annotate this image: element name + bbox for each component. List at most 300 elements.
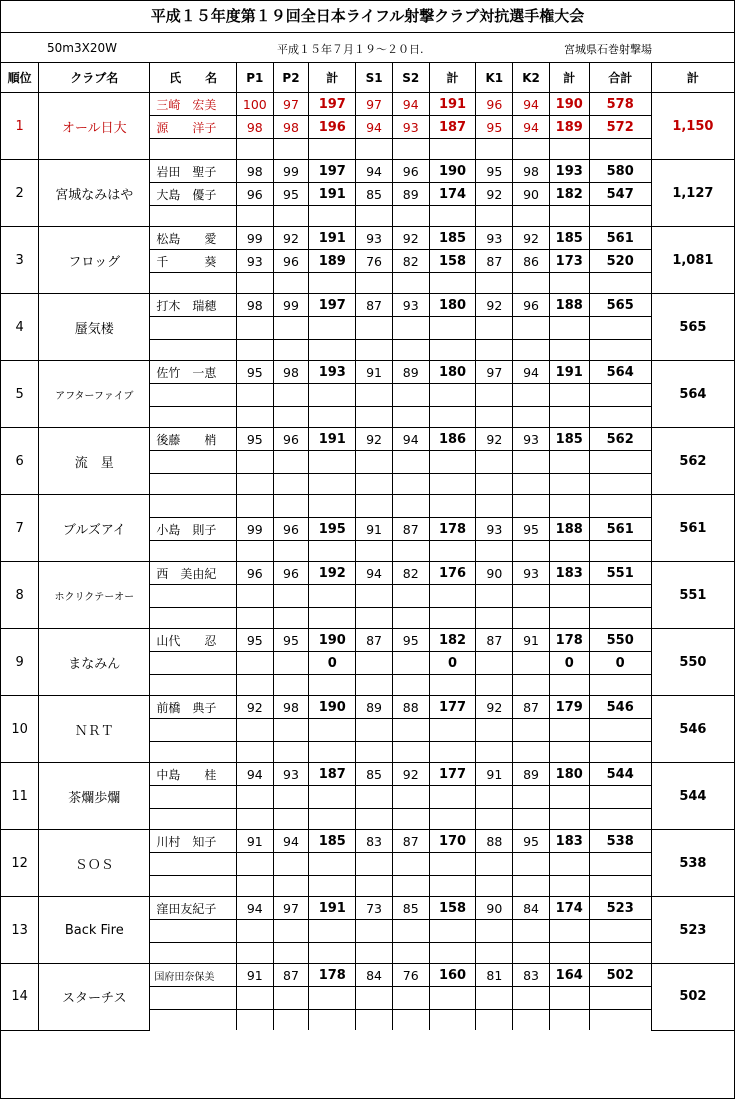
p-subtotal: 195 bbox=[309, 518, 356, 541]
s1-score: 87 bbox=[356, 294, 393, 317]
k2-score: 86 bbox=[513, 250, 550, 273]
shooter-name bbox=[150, 987, 237, 1010]
shooter-name bbox=[150, 742, 237, 763]
total-score: 546 bbox=[589, 696, 651, 719]
p1-score: 94 bbox=[236, 897, 273, 920]
k2-score: 84 bbox=[513, 897, 550, 920]
team-total: 550 bbox=[651, 629, 734, 696]
p1-score bbox=[236, 920, 273, 943]
p2-score: 95 bbox=[273, 629, 309, 652]
event-dates: 平成１５年７月１９～２０日. bbox=[277, 43, 424, 56]
k-subtotal: 190 bbox=[549, 93, 589, 116]
k-subtotal bbox=[549, 585, 589, 608]
p1-score bbox=[236, 608, 273, 629]
team-total: 544 bbox=[651, 763, 734, 830]
p-subtotal: 185 bbox=[309, 830, 356, 853]
k1-score bbox=[476, 876, 513, 897]
shooter-name: 佐竹 一恵 bbox=[150, 361, 237, 384]
table-row bbox=[1, 93, 734, 116]
event-venue: 宮城県石巻射撃場 bbox=[564, 43, 652, 56]
table-row bbox=[1, 361, 734, 384]
total-score: 502 bbox=[589, 964, 651, 987]
team-total: 551 bbox=[651, 562, 734, 629]
s-subtotal: 187 bbox=[429, 116, 476, 139]
p1-score: 94 bbox=[236, 763, 273, 786]
k1-score: 87 bbox=[476, 250, 513, 273]
total-score bbox=[589, 920, 651, 943]
p1-score bbox=[236, 495, 273, 518]
p2-score bbox=[273, 139, 309, 160]
shooter-name: 松島 愛 bbox=[150, 227, 237, 250]
shooter-name: 山代 忍 bbox=[150, 629, 237, 652]
s-subtotal bbox=[429, 317, 476, 340]
total-score: 562 bbox=[589, 428, 651, 451]
s-subtotal bbox=[429, 809, 476, 830]
header-k-sum: 計 bbox=[549, 63, 589, 93]
total-score bbox=[589, 809, 651, 830]
k-subtotal: 188 bbox=[549, 294, 589, 317]
p2-score: 94 bbox=[273, 830, 309, 853]
s1-score bbox=[356, 451, 393, 474]
k-subtotal: 193 bbox=[549, 160, 589, 183]
shooter-name: 中島 桂 bbox=[150, 763, 237, 786]
header-name: 氏 名 bbox=[150, 63, 237, 93]
shooter-name: 小島 則子 bbox=[150, 518, 237, 541]
k2-score bbox=[513, 742, 550, 763]
table-row bbox=[1, 495, 734, 518]
shooter-name bbox=[150, 943, 237, 964]
table-row bbox=[1, 428, 734, 451]
p2-score bbox=[273, 495, 309, 518]
shooter-name: 西 美由紀 bbox=[150, 562, 237, 585]
header-p1: P1 bbox=[236, 63, 273, 93]
k1-score: 93 bbox=[476, 227, 513, 250]
team-total: 1,081 bbox=[651, 227, 734, 294]
header-rank: 順位 bbox=[1, 63, 39, 93]
k1-score bbox=[476, 920, 513, 943]
s1-score bbox=[356, 786, 393, 809]
k-subtotal: 185 bbox=[549, 428, 589, 451]
k-subtotal bbox=[549, 742, 589, 763]
p2-score: 96 bbox=[273, 518, 309, 541]
s1-score: 91 bbox=[356, 518, 393, 541]
s1-score: 93 bbox=[356, 227, 393, 250]
shooter-name bbox=[150, 920, 237, 943]
s-subtotal bbox=[429, 987, 476, 1010]
p2-score bbox=[273, 652, 309, 675]
team-rank: 1 bbox=[1, 93, 39, 160]
s-subtotal: 185 bbox=[429, 227, 476, 250]
s2-score bbox=[392, 943, 429, 964]
k1-score bbox=[476, 853, 513, 876]
total-score bbox=[589, 608, 651, 629]
total-score: 561 bbox=[589, 227, 651, 250]
s-subtotal: 191 bbox=[429, 93, 476, 116]
total-score: 550 bbox=[589, 629, 651, 652]
k-subtotal: 183 bbox=[549, 830, 589, 853]
s2-score bbox=[392, 317, 429, 340]
total-score bbox=[589, 719, 651, 742]
shooter-name: 岩田 聖子 bbox=[150, 160, 237, 183]
s2-score: 88 bbox=[392, 696, 429, 719]
team-total: 562 bbox=[651, 428, 734, 495]
s2-score bbox=[392, 139, 429, 160]
k-subtotal: 0 bbox=[549, 652, 589, 675]
team-total: 523 bbox=[651, 897, 734, 964]
s-subtotal bbox=[429, 139, 476, 160]
s-subtotal bbox=[429, 585, 476, 608]
p2-score bbox=[273, 585, 309, 608]
p1-score bbox=[236, 407, 273, 428]
s1-score: 94 bbox=[356, 116, 393, 139]
p1-score bbox=[236, 853, 273, 876]
shooter-name: 千 葵 bbox=[150, 250, 237, 273]
event-name: 50m3X20W bbox=[47, 41, 117, 55]
club-name: 蜃気楼 bbox=[39, 294, 150, 361]
shooter-name bbox=[150, 451, 237, 474]
s2-score: 85 bbox=[392, 897, 429, 920]
k-subtotal: 188 bbox=[549, 518, 589, 541]
s1-score: 84 bbox=[356, 964, 393, 987]
p2-score bbox=[273, 853, 309, 876]
k2-score: 93 bbox=[513, 428, 550, 451]
p2-score bbox=[273, 786, 309, 809]
p-subtotal bbox=[309, 317, 356, 340]
header-club: クラブ名 bbox=[39, 63, 150, 93]
p-subtotal bbox=[309, 809, 356, 830]
s-subtotal bbox=[429, 742, 476, 763]
total-score bbox=[589, 139, 651, 160]
header-k2: K2 bbox=[513, 63, 550, 93]
page-title: 平成１５年度第１９回全日本ライフル射撃クラブ対抗選手権大会 bbox=[1, 1, 734, 33]
s-subtotal bbox=[429, 719, 476, 742]
s-subtotal: 186 bbox=[429, 428, 476, 451]
p1-score: 100 bbox=[236, 93, 273, 116]
shooter-name bbox=[150, 585, 237, 608]
s2-score bbox=[392, 585, 429, 608]
p1-score: 96 bbox=[236, 562, 273, 585]
p2-score bbox=[273, 206, 309, 227]
k-subtotal: 180 bbox=[549, 763, 589, 786]
k-subtotal bbox=[549, 1010, 589, 1031]
k2-score bbox=[513, 608, 550, 629]
shooter-name: 窪田友紀子 bbox=[150, 897, 237, 920]
p-subtotal: 197 bbox=[309, 160, 356, 183]
team-total: 564 bbox=[651, 361, 734, 428]
s1-score bbox=[356, 474, 393, 495]
club-name: ブルズアイ bbox=[39, 495, 150, 562]
shooter-name bbox=[150, 407, 237, 428]
s1-score bbox=[356, 652, 393, 675]
p1-score bbox=[236, 384, 273, 407]
s2-score: 82 bbox=[392, 250, 429, 273]
s1-score: 94 bbox=[356, 160, 393, 183]
table-row bbox=[1, 160, 734, 183]
shooter-name bbox=[150, 608, 237, 629]
p1-score: 93 bbox=[236, 250, 273, 273]
k2-score bbox=[513, 876, 550, 897]
k2-score bbox=[513, 206, 550, 227]
s-subtotal: 158 bbox=[429, 250, 476, 273]
s1-score bbox=[356, 987, 393, 1010]
k-subtotal bbox=[549, 675, 589, 696]
p-subtotal bbox=[309, 340, 356, 361]
k2-score: 94 bbox=[513, 93, 550, 116]
table-row bbox=[1, 897, 734, 920]
s-subtotal bbox=[429, 853, 476, 876]
p-subtotal bbox=[309, 876, 356, 897]
k2-score bbox=[513, 495, 550, 518]
s1-score bbox=[356, 317, 393, 340]
total-score bbox=[589, 987, 651, 1010]
s1-score bbox=[356, 809, 393, 830]
total-score: 547 bbox=[589, 183, 651, 206]
s-subtotal bbox=[429, 675, 476, 696]
k2-score bbox=[513, 652, 550, 675]
k-subtotal bbox=[549, 809, 589, 830]
p2-score bbox=[273, 474, 309, 495]
club-name: 流 星 bbox=[39, 428, 150, 495]
k-subtotal bbox=[549, 495, 589, 518]
total-score bbox=[589, 1010, 651, 1031]
p1-score: 98 bbox=[236, 116, 273, 139]
p2-score bbox=[273, 719, 309, 742]
team-total: 538 bbox=[651, 830, 734, 897]
k1-score bbox=[476, 675, 513, 696]
shooter-name bbox=[150, 273, 237, 294]
s1-score: 85 bbox=[356, 183, 393, 206]
s1-score: 92 bbox=[356, 428, 393, 451]
table-row bbox=[1, 629, 734, 652]
shooter-name: 大島 優子 bbox=[150, 183, 237, 206]
total-score bbox=[589, 451, 651, 474]
shooter-name bbox=[150, 384, 237, 407]
team-total: 561 bbox=[651, 495, 734, 562]
k2-score bbox=[513, 273, 550, 294]
k1-score: 96 bbox=[476, 93, 513, 116]
k1-score: 92 bbox=[476, 696, 513, 719]
total-score bbox=[589, 853, 651, 876]
shooter-name: 三崎 宏美 bbox=[150, 93, 237, 116]
k-subtotal bbox=[549, 541, 589, 562]
k2-score bbox=[513, 451, 550, 474]
s2-score: 94 bbox=[392, 428, 429, 451]
p2-score bbox=[273, 317, 309, 340]
total-score: 561 bbox=[589, 518, 651, 541]
s2-score bbox=[392, 786, 429, 809]
header-row bbox=[1, 63, 734, 93]
s-subtotal bbox=[429, 495, 476, 518]
s1-score bbox=[356, 1010, 393, 1031]
k1-score: 87 bbox=[476, 629, 513, 652]
shooter-name bbox=[150, 474, 237, 495]
p-subtotal: 191 bbox=[309, 183, 356, 206]
s-subtotal: 177 bbox=[429, 763, 476, 786]
k1-score: 91 bbox=[476, 763, 513, 786]
p-subtotal bbox=[309, 719, 356, 742]
p1-score bbox=[236, 1010, 273, 1031]
p2-score bbox=[273, 920, 309, 943]
table-row bbox=[1, 696, 734, 719]
s2-score: 87 bbox=[392, 830, 429, 853]
table-row bbox=[1, 562, 734, 585]
k1-score bbox=[476, 384, 513, 407]
k-subtotal bbox=[549, 474, 589, 495]
club-name: ＮＲＴ bbox=[39, 696, 150, 763]
header-s-sum: 計 bbox=[429, 63, 476, 93]
p2-score bbox=[273, 407, 309, 428]
s-subtotal bbox=[429, 608, 476, 629]
s-subtotal: 180 bbox=[429, 294, 476, 317]
s2-score bbox=[392, 384, 429, 407]
shooter-name: 源 洋子 bbox=[150, 116, 237, 139]
s2-score: 96 bbox=[392, 160, 429, 183]
team-rank: 13 bbox=[1, 897, 39, 964]
k2-score bbox=[513, 719, 550, 742]
p-subtotal bbox=[309, 608, 356, 629]
k-subtotal bbox=[549, 608, 589, 629]
k-subtotal bbox=[549, 451, 589, 474]
shooter-name: 打木 瑞穂 bbox=[150, 294, 237, 317]
total-score: 0 bbox=[589, 652, 651, 675]
team-rank: 5 bbox=[1, 361, 39, 428]
s2-score: 76 bbox=[392, 964, 429, 987]
s-subtotal: 170 bbox=[429, 830, 476, 853]
k-subtotal: 174 bbox=[549, 897, 589, 920]
s2-score: 94 bbox=[392, 93, 429, 116]
team-rank: 8 bbox=[1, 562, 39, 629]
k-subtotal: 189 bbox=[549, 116, 589, 139]
k-subtotal bbox=[549, 273, 589, 294]
p2-score bbox=[273, 273, 309, 294]
shooter-name bbox=[150, 853, 237, 876]
results-body bbox=[1, 93, 734, 1031]
p-subtotal bbox=[309, 384, 356, 407]
k-subtotal: 164 bbox=[549, 964, 589, 987]
team-rank: 12 bbox=[1, 830, 39, 897]
total-score bbox=[589, 317, 651, 340]
s2-score bbox=[392, 340, 429, 361]
p2-score bbox=[273, 451, 309, 474]
table-row bbox=[1, 294, 734, 317]
team-total: 1,127 bbox=[651, 160, 734, 227]
shooter-name bbox=[150, 340, 237, 361]
p-subtotal: 191 bbox=[309, 897, 356, 920]
p2-score: 99 bbox=[273, 294, 309, 317]
header-s2: S2 bbox=[392, 63, 429, 93]
s1-score bbox=[356, 495, 393, 518]
k-subtotal bbox=[549, 317, 589, 340]
k1-score: 93 bbox=[476, 518, 513, 541]
k1-score bbox=[476, 652, 513, 675]
s2-score bbox=[392, 1010, 429, 1031]
shooter-name bbox=[150, 139, 237, 160]
p2-score bbox=[273, 876, 309, 897]
s2-score bbox=[392, 742, 429, 763]
team-total: 1,150 bbox=[651, 93, 734, 160]
p-subtotal: 191 bbox=[309, 227, 356, 250]
total-score: 565 bbox=[589, 294, 651, 317]
p-subtotal bbox=[309, 1010, 356, 1031]
k2-score bbox=[513, 853, 550, 876]
s2-score: 93 bbox=[392, 294, 429, 317]
p-subtotal bbox=[309, 474, 356, 495]
k2-score: 95 bbox=[513, 518, 550, 541]
s1-score bbox=[356, 541, 393, 562]
p-subtotal bbox=[309, 451, 356, 474]
k-subtotal: 191 bbox=[549, 361, 589, 384]
s1-score bbox=[356, 407, 393, 428]
team-rank: 14 bbox=[1, 964, 39, 1031]
p-subtotal bbox=[309, 853, 356, 876]
table-row bbox=[1, 830, 734, 853]
p1-score bbox=[236, 786, 273, 809]
s-subtotal: 177 bbox=[429, 696, 476, 719]
s-subtotal: 182 bbox=[429, 629, 476, 652]
p-subtotal: 192 bbox=[309, 562, 356, 585]
total-score: 580 bbox=[589, 160, 651, 183]
p2-score: 96 bbox=[273, 562, 309, 585]
total-score: 551 bbox=[589, 562, 651, 585]
k1-score: 95 bbox=[476, 116, 513, 139]
s2-score bbox=[392, 809, 429, 830]
p1-score: 95 bbox=[236, 629, 273, 652]
k1-score bbox=[476, 987, 513, 1010]
total-score bbox=[589, 876, 651, 897]
shooter-name: 前橋 典子 bbox=[150, 696, 237, 719]
k1-score bbox=[476, 719, 513, 742]
s2-score bbox=[392, 719, 429, 742]
k2-score bbox=[513, 585, 550, 608]
s-subtotal bbox=[429, 340, 476, 361]
p2-score: 92 bbox=[273, 227, 309, 250]
k1-score bbox=[476, 742, 513, 763]
p1-score: 91 bbox=[236, 830, 273, 853]
results-table bbox=[1, 62, 734, 1031]
k-subtotal bbox=[549, 719, 589, 742]
p1-score bbox=[236, 652, 273, 675]
k-subtotal bbox=[549, 139, 589, 160]
s2-score bbox=[392, 675, 429, 696]
p1-score bbox=[236, 139, 273, 160]
total-score bbox=[589, 742, 651, 763]
s2-score bbox=[392, 541, 429, 562]
shooter-name bbox=[150, 317, 237, 340]
total-score bbox=[589, 585, 651, 608]
k1-score: 95 bbox=[476, 160, 513, 183]
k1-score: 90 bbox=[476, 897, 513, 920]
s2-score bbox=[392, 652, 429, 675]
s2-score bbox=[392, 495, 429, 518]
shooter-name: 後藤 梢 bbox=[150, 428, 237, 451]
p-subtotal bbox=[309, 206, 356, 227]
k-subtotal bbox=[549, 876, 589, 897]
k1-score: 90 bbox=[476, 562, 513, 585]
p2-score: 97 bbox=[273, 93, 309, 116]
k2-score bbox=[513, 786, 550, 809]
shooter-name: 国府田奈保美 bbox=[150, 964, 237, 987]
k1-score: 81 bbox=[476, 964, 513, 987]
p1-score bbox=[236, 585, 273, 608]
p2-score: 87 bbox=[273, 964, 309, 987]
p1-score bbox=[236, 675, 273, 696]
s1-score: 87 bbox=[356, 629, 393, 652]
p1-score bbox=[236, 987, 273, 1010]
club-name: ＳＯＳ bbox=[39, 830, 150, 897]
k-subtotal bbox=[549, 407, 589, 428]
total-score bbox=[589, 675, 651, 696]
event-info-row bbox=[1, 33, 734, 62]
